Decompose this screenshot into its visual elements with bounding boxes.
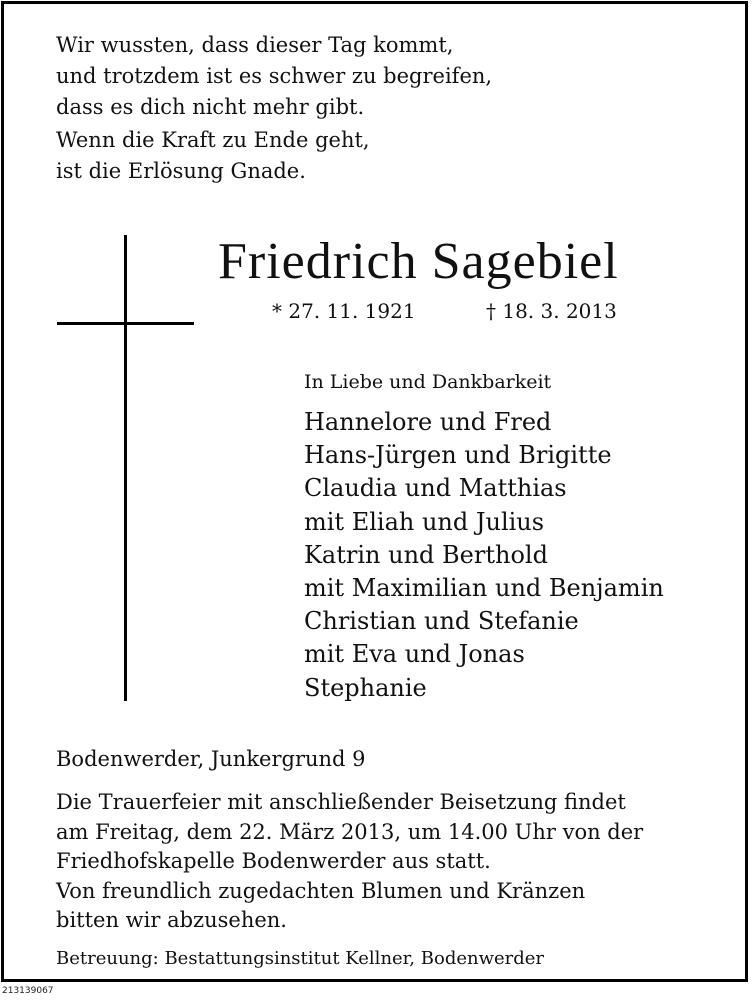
poem-line: ist die Erlösung Gnade.: [56, 159, 306, 183]
service-line: am Freitag, dem 22. März 2013, um 14.00 Uhr von der: [56, 819, 644, 844]
mourner-line: Hannelore und Fred: [304, 408, 552, 436]
mourner-line: mit Eva und Jonas: [304, 640, 525, 669]
poem-line: Wir wussten, dass dieser Tag kommt,: [56, 33, 454, 57]
mourner-line: Stephanie: [304, 673, 427, 702]
mourners-list: [304, 406, 664, 705]
mourner-line: mit Eliah und Julius: [304, 507, 545, 536]
funeral-home-credit: Betreuung: Bestattungsinstitut Kellner, Bodenwerder: [56, 948, 545, 969]
service-line: Die Trauerfeier mit anschließender Beisetzung findet: [56, 790, 626, 814]
cross-icon-bar: [57, 322, 194, 325]
mourner-line: Claudia und Matthias: [304, 474, 567, 503]
poem-line: Wenn die Kraft zu Ende geht,: [56, 128, 370, 152]
mourner-line: Hans-Jürgen und Brigitte: [304, 441, 612, 470]
ad-code: 213139067: [2, 986, 54, 996]
mourner-line: mit Maximilian und Benjamin: [304, 574, 664, 603]
obituary-notice: [1, 1, 748, 982]
death-date: † 18. 3. 2013: [486, 299, 617, 323]
deceased-name: Friedrich Sagebiel: [218, 233, 619, 290]
birth-date: * 27. 11. 1921: [272, 299, 416, 323]
address: Bodenwerder, Junkergrund 9: [56, 747, 366, 771]
mourner-line: Katrin und Berthold: [304, 540, 548, 569]
mourners-intro: In Liebe und Dankbarkeit: [304, 371, 552, 393]
service-line: bitten wir abzusehen.: [56, 908, 287, 933]
service-info: [56, 788, 643, 936]
service-line: Von freundlich zugedachten Blumen und Kränzen: [56, 878, 586, 903]
mourner-line: Christian und Stefanie: [304, 607, 579, 636]
service-line: Friedhofskapelle Bodenwerder aus statt.: [56, 849, 491, 874]
poem-line: dass es dich nicht mehr gibt.: [56, 95, 365, 119]
cross-icon: [124, 235, 127, 701]
poem: [56, 30, 492, 187]
poem-line: und trotzdem ist es schwer zu begreifen,: [56, 64, 493, 88]
